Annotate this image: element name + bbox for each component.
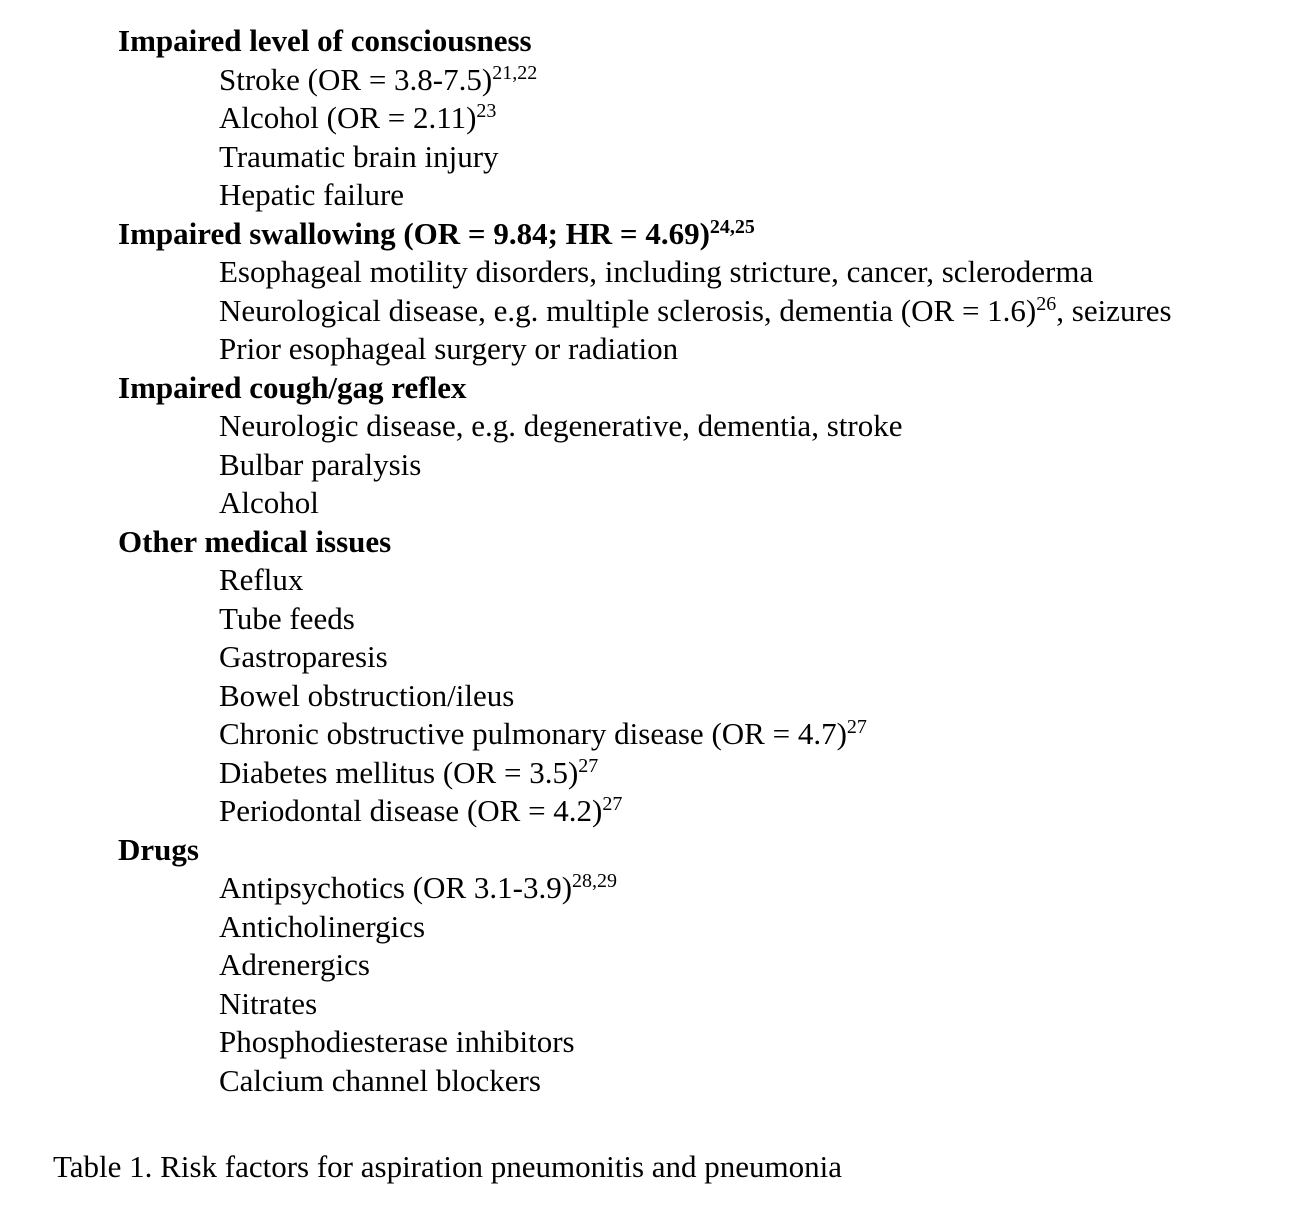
- risk-factor-text: Prior esophageal surgery or radiation: [219, 331, 679, 366]
- citation-superscript: 27: [846, 716, 867, 738]
- risk-factor-item: [0, 446, 1304, 485]
- risk-factor-text: Nitrates: [219, 985, 318, 1021]
- risk-factor-text: Adrenergics: [219, 947, 370, 982]
- table-caption: Table 1. Risk factors for aspiration pneumonitis and pneumonia: [53, 1149, 843, 1184]
- risk-factor-text: Tube feeds: [219, 600, 355, 636]
- risk-factor-item: [0, 176, 1304, 215]
- citation-superscript: 28,29: [572, 870, 618, 892]
- section-heading: [0, 523, 1304, 562]
- risk-factor-item: [0, 138, 1304, 177]
- risk-factor-item: [0, 330, 1304, 369]
- risk-factor-item: [0, 908, 1304, 947]
- risk-factor-item: [0, 253, 1304, 292]
- risk-factor-text: Alcohol: [219, 485, 319, 520]
- risk-factor-table: [0, 22, 1304, 1100]
- section-heading: [0, 215, 1304, 254]
- risk-factor-text: Alcohol (OR = 2.11): [219, 100, 477, 135]
- section-heading-text: Impaired cough/gag reflex: [118, 369, 467, 405]
- risk-factor-item: [0, 869, 1304, 908]
- risk-factor-text: Anticholinergics: [219, 908, 426, 944]
- risk-factor-item: [0, 715, 1304, 754]
- risk-factor-text: Reflux: [219, 562, 304, 597]
- risk-factor-item: [0, 1062, 1304, 1101]
- section-heading-text: Impaired swallowing (OR = 9.84; HR = 4.69): [118, 215, 710, 251]
- risk-factor-text: Traumatic brain injury: [219, 138, 499, 174]
- risk-factor-item: [0, 1023, 1304, 1062]
- risk-factor-item: [0, 484, 1304, 523]
- risk-factor-text: Phosphodiesterase inhibitors: [219, 1024, 575, 1059]
- citation-superscript: 27: [602, 793, 623, 815]
- risk-factor-text: Diabetes mellitus (OR = 3.5): [219, 754, 579, 790]
- risk-factor-text-continued: , seizures: [1056, 292, 1172, 328]
- risk-factor-text: Neurologic disease, e.g. degenerative, dementia, stroke: [219, 408, 903, 443]
- citation-superscript: 23: [476, 100, 497, 122]
- section-heading-text: Drugs: [118, 831, 199, 867]
- section-heading: [0, 22, 1304, 61]
- risk-factor-text: Neurological disease, e.g. multiple sclerosis, dementia (OR = 1.6): [219, 292, 1037, 328]
- citation-superscript: 26: [1036, 292, 1057, 315]
- risk-factor-item: [0, 792, 1304, 831]
- risk-factor-item: [0, 407, 1304, 446]
- risk-factor-text: Chronic obstructive pulmonary disease (OR = 4.7): [219, 716, 847, 751]
- risk-factor-text: Gastroparesis: [219, 639, 388, 674]
- risk-factor-item: [0, 561, 1304, 600]
- risk-factor-item: [0, 99, 1304, 138]
- section-heading-text: Impaired level of consciousness: [118, 23, 532, 58]
- risk-factor-item: [0, 677, 1304, 716]
- risk-factor-text: Periodontal disease (OR = 4.2): [219, 793, 603, 828]
- risk-factor-item: [0, 638, 1304, 677]
- risk-factor-text: Calcium channel blockers: [219, 1062, 541, 1098]
- risk-factor-item: [0, 600, 1304, 639]
- risk-factor-item: [0, 985, 1304, 1024]
- risk-factor-text: Stroke (OR = 3.8-7.5): [219, 61, 493, 97]
- risk-factor-text: Bulbar paralysis: [219, 446, 422, 482]
- risk-factor-item: [0, 946, 1304, 985]
- risk-factor-item: [0, 292, 1304, 331]
- citation-superscript: 27: [578, 754, 599, 777]
- section-heading: [0, 831, 1304, 870]
- citation-superscript: 21,22: [492, 61, 538, 84]
- risk-factor-item: [0, 61, 1304, 100]
- section-heading: [0, 369, 1304, 408]
- section-heading-text: Other medical issues: [118, 523, 392, 559]
- risk-factor-text: Bowel obstruction/ileus: [219, 677, 515, 713]
- citation-superscript: 24,25: [709, 215, 755, 238]
- risk-factor-text: Hepatic failure: [219, 177, 405, 212]
- risk-factor-item: [0, 754, 1304, 793]
- risk-factor-text: Esophageal motility disorders, including stricture, cancer, scleroderma: [219, 254, 1094, 289]
- risk-factor-text: Antipsychotics (OR 3.1-3.9): [219, 870, 573, 905]
